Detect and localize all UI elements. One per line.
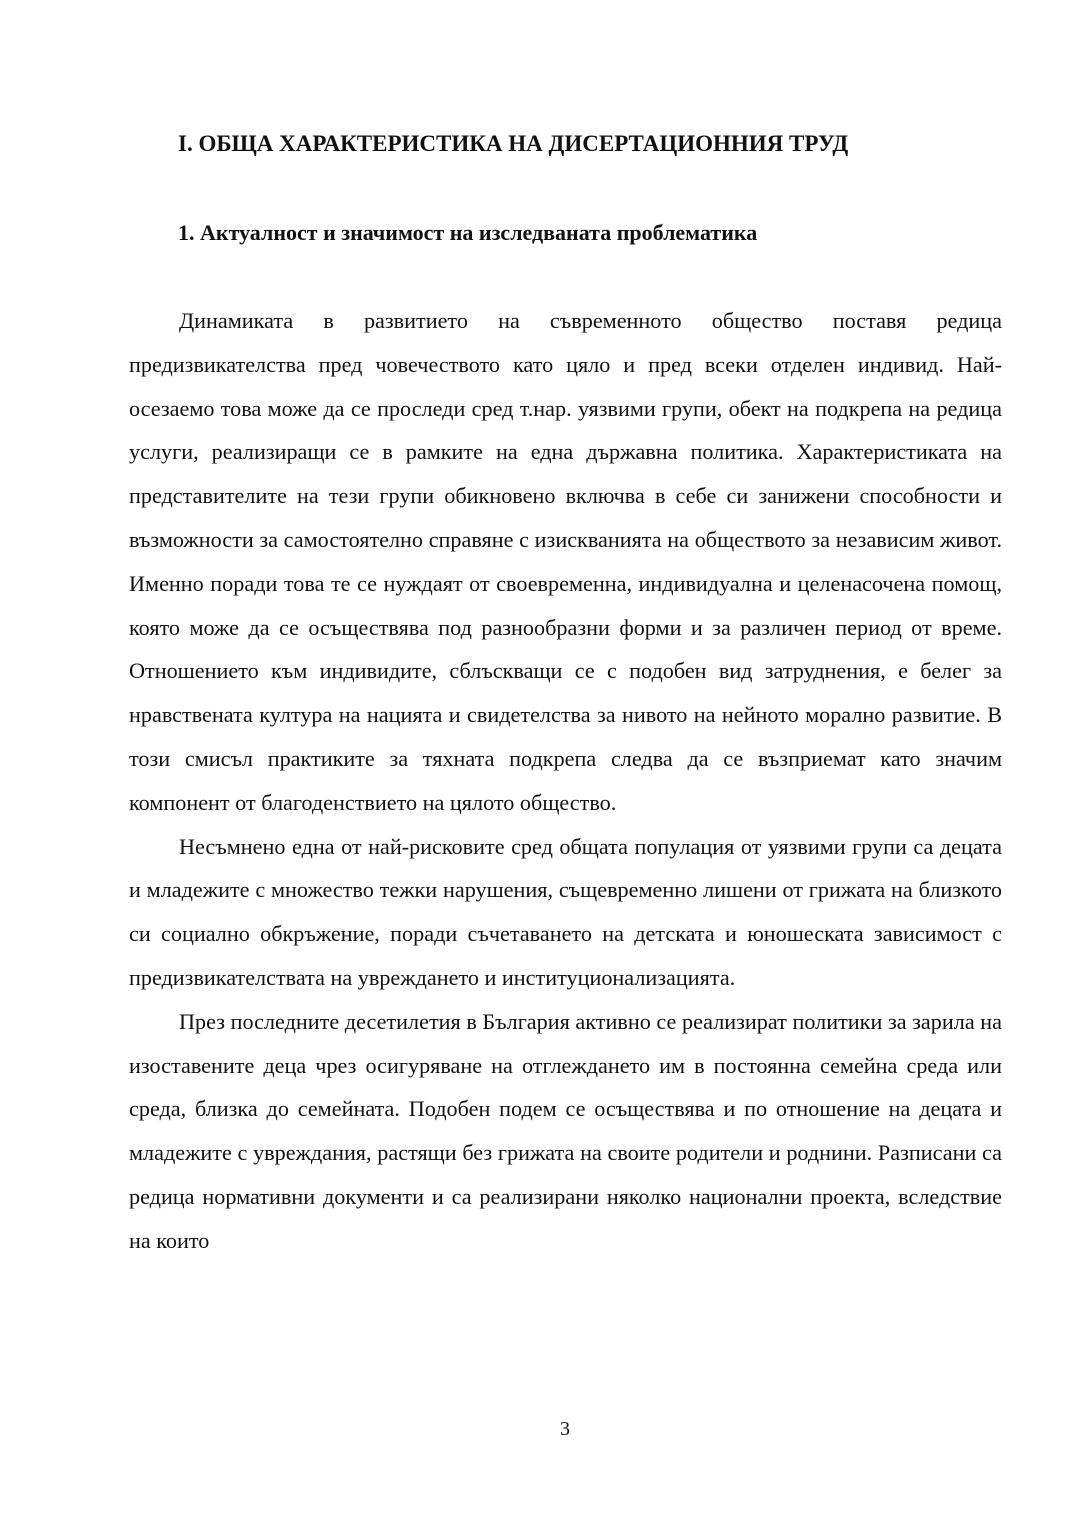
body-text <box>129 299 1002 1263</box>
paragraph-2: Несъмнено една от най-рисковите сред общата популация от уязвими групи са децата и младежите с множество тежки нарушения, същевременно лишени от грижата на близкото си социално обкръжение, поради съчетаването на детската и юношеската зависимост с предизвикателствата на увреждането и институционализацията. <box>129 833 1002 990</box>
paragraph-1: Динамиката в развитието на съвременното общество поставя редица предизвикателства пред човечеството като цяло и пред всеки отделен индивид. Най-осезаемо това може да се проследи сред т.нар. уязвими групи, обект на подкрепа на редица услуги, реализиращи се в рамките на една държавна политика. Характеристиката на представителите на тези групи обикновено включва в себе си занижени способности и възможности за самостоятелно справяне с изискванията на обществото за независим живот. Именно поради това те се нуждаят от своевременна, индивидуална и целенасочена помощ, която може да се осъществява под разнообразни форми и за различен период от време. Отношението към индивидите, сблъскващи се с подобен вид затруднения, е белег за нравствената култура на нацията и свидетелства за нивото на нейното морално развитие. В този смисъл практиките за тяхната подкрепа следва да се възприемат като значим компонент от благоденствието на цялото общество. <box>129 308 1002 815</box>
paragraph-3: През последните десетилетия в България активно се реализират политики за зарила на изоставените деца чрез осигуряване на отглеждането им в постоянна семейна среда или среда, близка до семейната. Подобен подем се осъществява и по отношение на децата и младежите с увреждания, растящи без грижата на своите родители и роднини. Разписани са редица нормативни документи и са реализирани няколко национални проекта, вследствие на които <box>129 1008 1002 1253</box>
page-number: 3 <box>560 1418 570 1440</box>
section-title: 1. Актуалност и значимост на изследваната проблематика <box>178 220 758 245</box>
chapter-title: I. ОБЩА ХАРАКТЕРИСТИКА НА ДИСЕРТАЦИОННИЯ ТРУД <box>178 131 849 156</box>
